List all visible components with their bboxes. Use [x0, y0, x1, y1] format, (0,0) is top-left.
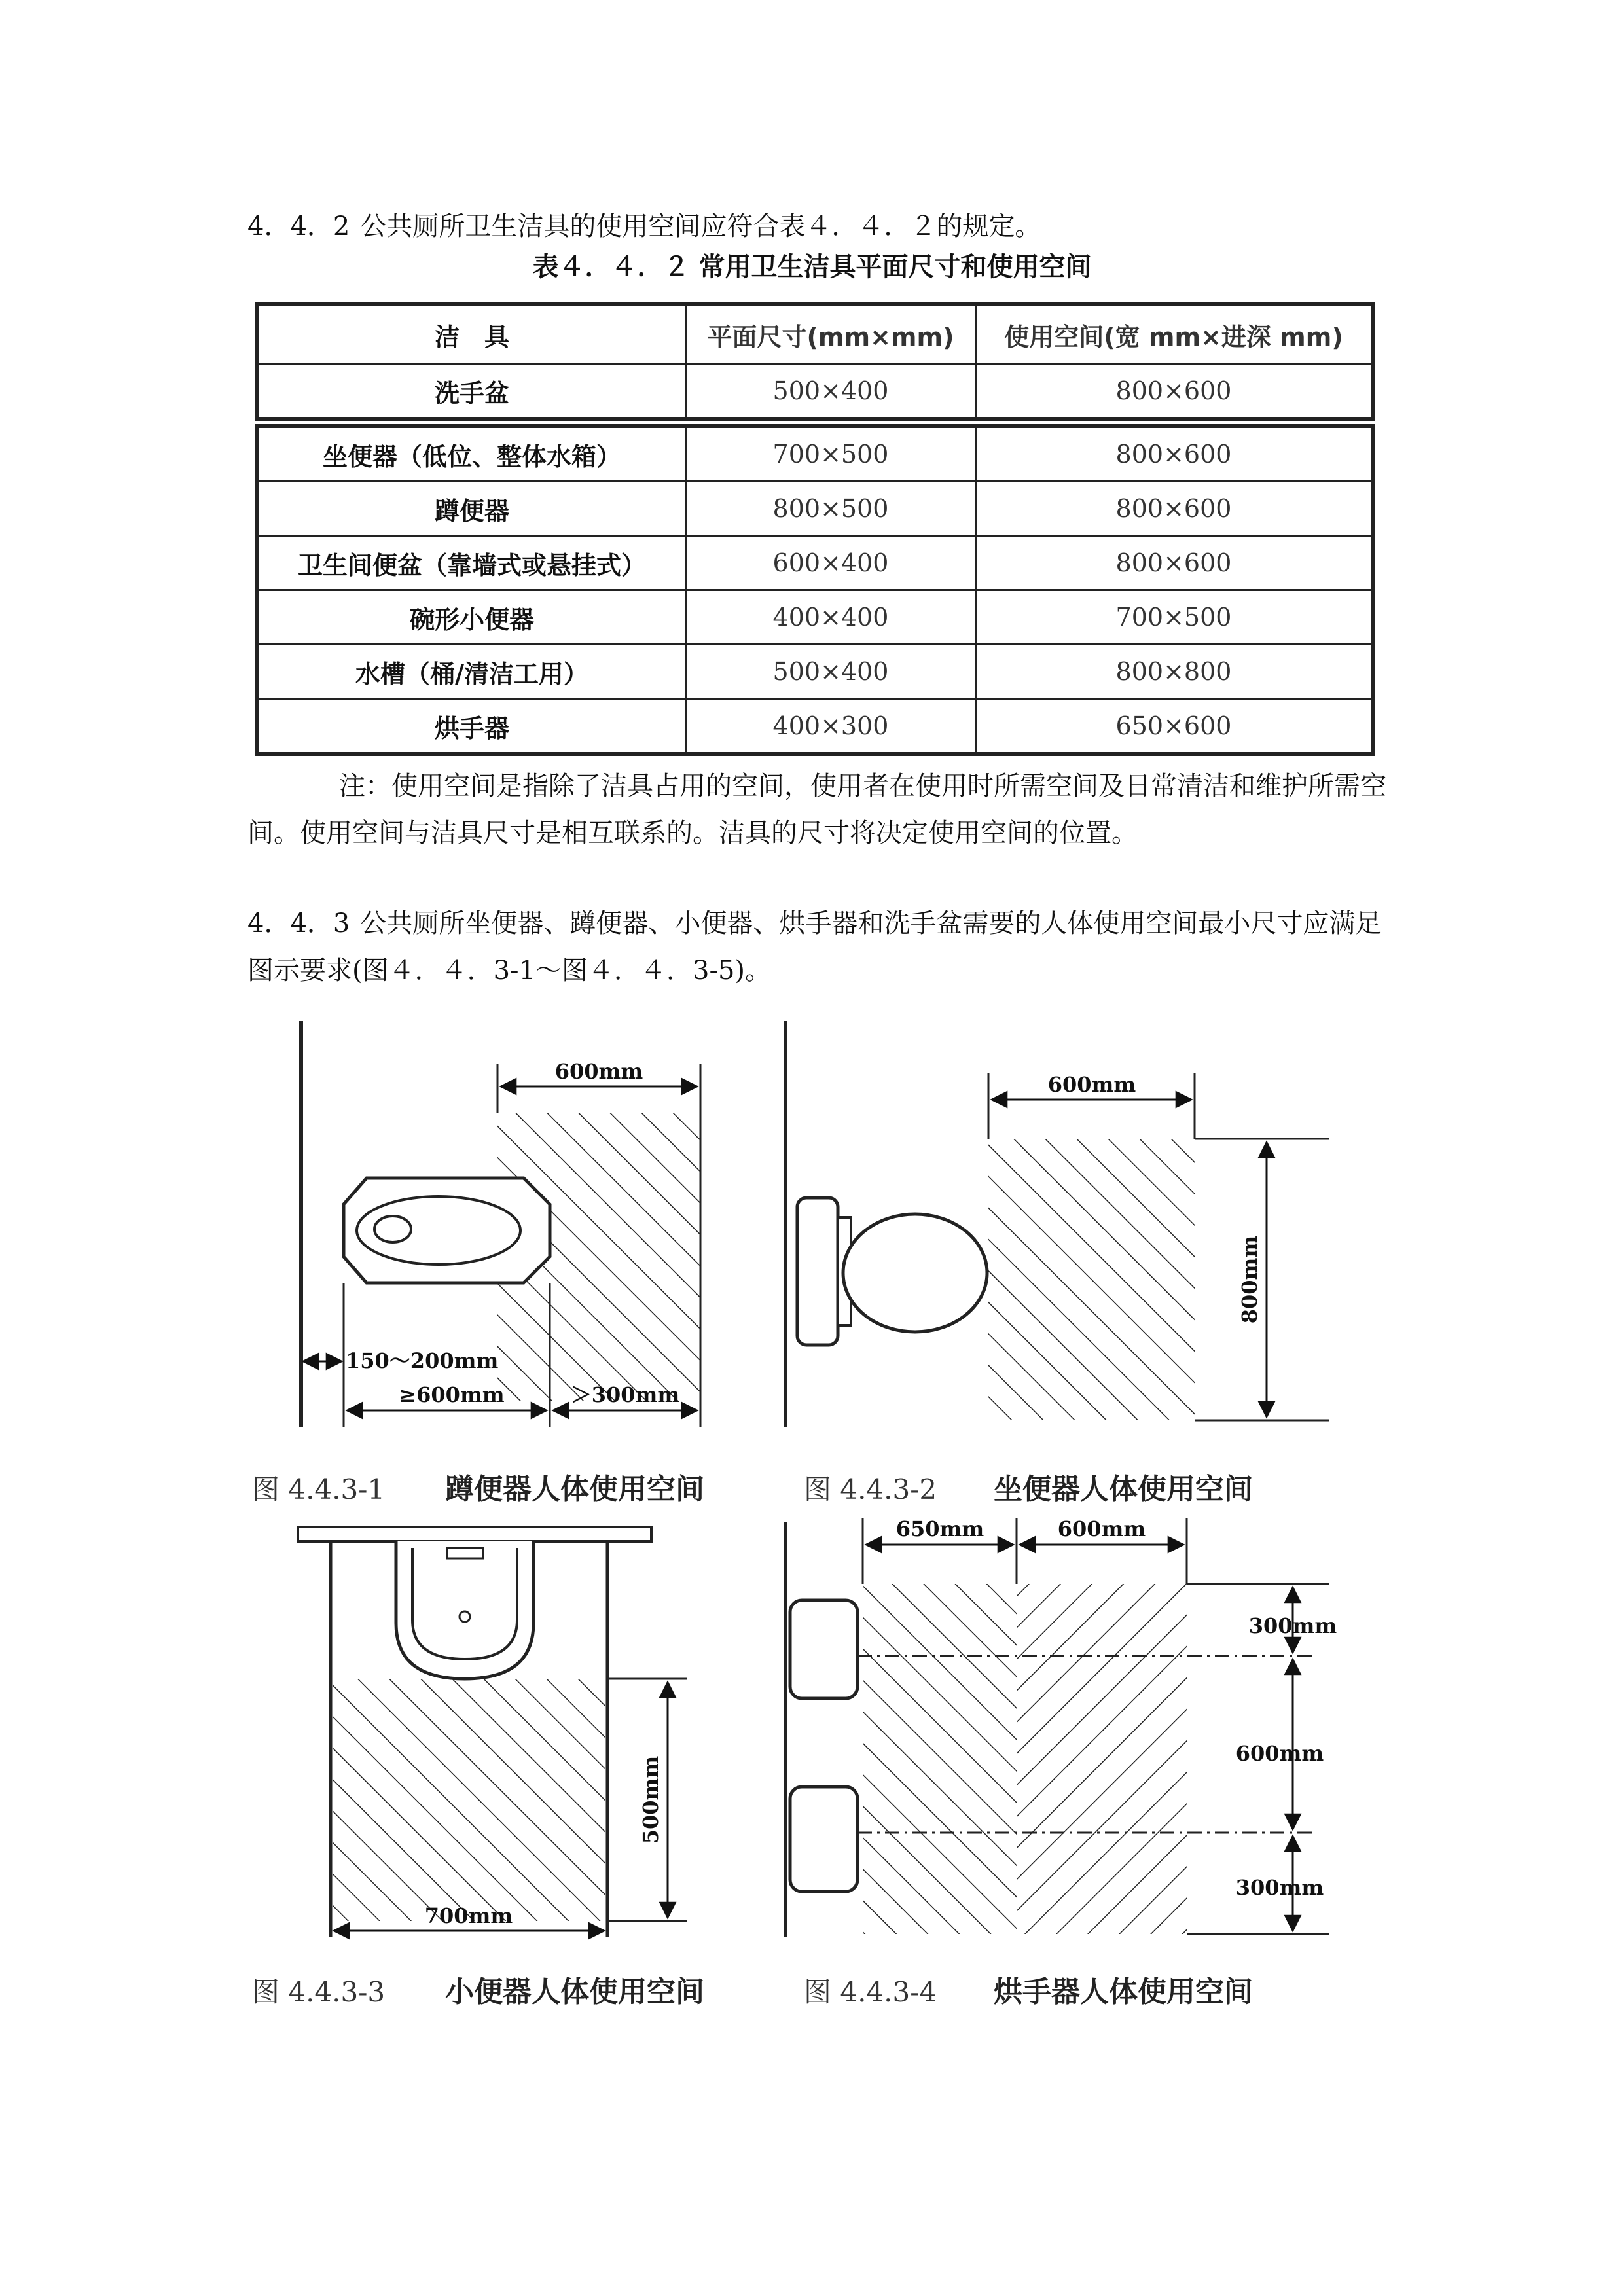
- dim-label-top: 600mm: [554, 1059, 643, 1084]
- urinal-flush: [447, 1548, 483, 1558]
- figure-hand-dryer: [785, 1516, 1337, 2009]
- figure-seated-toilet: [785, 1021, 1329, 1506]
- cell-plan-size: 800×500: [686, 482, 976, 536]
- figure-title: 小便器人体使用空间: [445, 1975, 704, 2009]
- table-caption: 表４．４．２ 常用卫生洁具平面尺寸和使用空间: [532, 252, 1092, 282]
- dim-label-side: 500mm: [638, 1755, 663, 1844]
- clause-text: 公共厕所坐便器、蹲便器、小便器、烘手器和洗手盆需要的人体使用空间最小尺寸应满足图示要求(图４．４．3-1～图４．４．3-5)。: [247, 908, 1382, 986]
- urinal-drain: [460, 1611, 470, 1622]
- figure-title: 坐便器人体使用空间: [994, 1473, 1253, 1506]
- dim-label-side-1: 300mm: [1248, 1613, 1337, 1638]
- cell-fixture: 蹲便器: [257, 482, 686, 536]
- use-space-hatch: [333, 1679, 605, 1921]
- toilet-tank: [797, 1198, 838, 1345]
- figure-number: 图 4.4.3-4: [804, 1976, 937, 2008]
- clause-text: 公共厕所卫生洁具的使用空间应符合表４．４．２的规定。: [360, 211, 1041, 242]
- use-space-hatch-right: [1017, 1584, 1187, 1934]
- figure-number: 图 4.4.3-1: [252, 1473, 386, 1505]
- cell-plan-size: 400×400: [686, 590, 976, 645]
- dim-label-bottom: 700mm: [424, 1903, 513, 1928]
- cell-fixture: 卫生间便盆（靠墙式或悬挂式）: [257, 536, 686, 590]
- cell-fixture: 水槽（桶/清洁工用）: [257, 645, 686, 699]
- wall-slab: [298, 1527, 651, 1541]
- dim-label-side-2: 600mm: [1235, 1741, 1324, 1766]
- table-note: 注：使用空间是指除了洁具占用的空间，使用者在使用时所需空间及日常清洁和维护所需空间。使用空间与洁具尺寸是相互联系的。洁具的尺寸将决定使用空间的位置。: [247, 771, 1386, 848]
- cell-plan-size: 700×500: [686, 426, 976, 482]
- cell-use-space: 800×600: [976, 364, 1373, 420]
- clause-number: 4．4．2: [247, 211, 350, 242]
- cell-fixture: 洗手盆: [257, 364, 686, 420]
- cell-use-space: 800×800: [976, 645, 1373, 699]
- cell-use-space: 700×500: [976, 590, 1373, 645]
- header-plan-size: 平面尺寸(mm×mm): [686, 304, 976, 364]
- clause-number: 4．4．3: [247, 908, 350, 939]
- figure-title: 烘手器人体使用空间: [994, 1975, 1253, 2009]
- header-fixture: 洁 具: [257, 304, 686, 364]
- dim-label-top: 600mm: [1047, 1072, 1136, 1097]
- dim-label-side: 800mm: [1237, 1235, 1262, 1324]
- header-use-space: 使用空间(宽 mm×进深 mm): [976, 304, 1373, 364]
- cell-fixture: 碗形小便器: [257, 590, 686, 645]
- dim-label-wall: 150～200mm: [346, 1348, 499, 1373]
- cell-use-space: 650×600: [976, 699, 1373, 755]
- figure-number: 图 4.4.3-2: [804, 1473, 937, 1505]
- urinal-basin: [412, 1548, 517, 1659]
- cell-fixture: 烘手器: [257, 699, 686, 755]
- cell-plan-size: 400×300: [686, 699, 976, 755]
- hand-dryer-upper: [790, 1600, 857, 1698]
- cell-fixture: 坐便器（低位、整体水箱）: [257, 426, 686, 482]
- cell-plan-size: 500×400: [686, 645, 976, 699]
- cell-plan-size: 600×400: [686, 536, 976, 590]
- figure-title: 蹲便器人体使用空间: [445, 1473, 704, 1506]
- cell-plan-size: 500×400: [686, 364, 976, 420]
- squat-pan-drain: [374, 1216, 411, 1242]
- dim-label-side-3: 300mm: [1235, 1875, 1324, 1900]
- use-space-hatch-left: [863, 1584, 1017, 1934]
- dim-label-extra: ＞300mm: [570, 1382, 680, 1407]
- figure-squat-toilet: [252, 1021, 704, 1506]
- cell-use-space: 800×600: [976, 482, 1373, 536]
- dim-label-depth: ≥600mm: [399, 1382, 505, 1407]
- toilet-bowl: [843, 1214, 987, 1332]
- figure-number: 图 4.4.3-3: [252, 1976, 386, 2008]
- cell-use-space: 800×600: [976, 426, 1373, 482]
- use-space-hatch: [988, 1139, 1195, 1420]
- hand-dryer-lower: [790, 1787, 857, 1892]
- dim-label-top-left: 650mm: [895, 1516, 984, 1541]
- cell-use-space: 800×600: [976, 536, 1373, 590]
- dim-label-top-right: 600mm: [1057, 1516, 1146, 1541]
- figure-urinal: [252, 1527, 704, 2009]
